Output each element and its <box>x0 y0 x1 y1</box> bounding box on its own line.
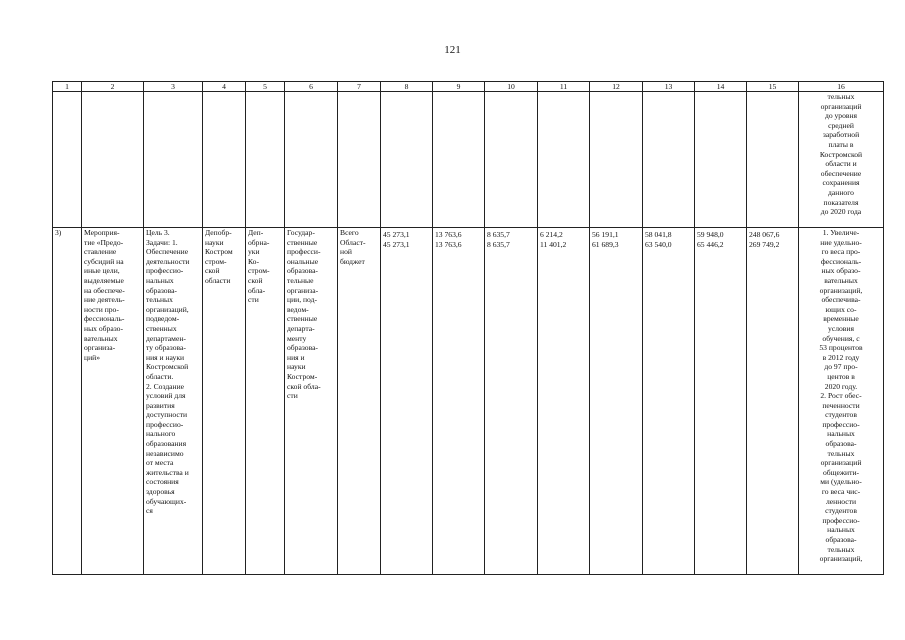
text-line: состояния <box>146 477 179 487</box>
text-line: печенности <box>822 400 860 410</box>
text-line: Депобр- <box>205 228 232 237</box>
text-line: ской <box>205 266 220 276</box>
text-line: ние деятель- <box>84 295 125 305</box>
text-line: ведом- <box>287 304 309 314</box>
text-line: области <box>205 275 231 285</box>
column-number: 11 <box>538 82 590 92</box>
text-line: ся <box>146 506 153 516</box>
participants-cell <box>285 228 338 575</box>
text-line: тельные <box>287 275 314 285</box>
table-cell <box>747 92 799 228</box>
text-line: обрна- <box>248 237 270 247</box>
text-line: ций» <box>84 352 100 362</box>
column-number: 15 <box>747 82 799 92</box>
text-line: Государ- <box>287 228 315 237</box>
column-number: 5 <box>246 82 285 92</box>
text-line: ми (удельно- <box>820 477 862 487</box>
funding-value: 56 191,1 <box>592 230 619 239</box>
funding-value: 63 540,0 <box>645 239 672 249</box>
text-line: ности про- <box>84 304 119 314</box>
funding-value-cell <box>590 228 643 575</box>
text-line: нальных <box>827 429 855 439</box>
text-line: 2. Создание <box>146 381 185 391</box>
column-number: 4 <box>203 82 246 92</box>
column-number: 10 <box>485 82 538 92</box>
text-line: ту образова- <box>146 343 186 353</box>
text-line: жительства и <box>146 467 189 477</box>
table-cell <box>433 92 485 228</box>
table-cell <box>590 92 643 228</box>
text-line: Костром <box>205 247 233 257</box>
text-line: Задачи: 1. <box>146 237 178 247</box>
text-line: Костромской <box>146 362 189 372</box>
funding-value: 8 635,7 <box>487 230 510 239</box>
text-line: ющих со- <box>825 304 857 314</box>
text-line: образова- <box>825 439 857 449</box>
text-line: уки <box>248 247 260 257</box>
column-number-row <box>53 82 884 92</box>
text-line: тельных <box>146 295 173 305</box>
text-line: Цель 3. <box>146 228 170 237</box>
text-line: субсидий на <box>84 256 124 266</box>
column-number: 12 <box>590 82 643 92</box>
text-line: здоровья <box>146 487 175 497</box>
column-number: 7 <box>338 82 381 92</box>
text-line: общежити- <box>822 467 860 477</box>
program-table <box>52 81 884 575</box>
text-line: ставление <box>84 247 117 257</box>
table-cell <box>485 92 538 228</box>
text-line: нального <box>146 429 176 439</box>
text-line: в 2012 году <box>822 352 860 362</box>
text-line: тельных <box>827 448 855 458</box>
column-number: 8 <box>381 82 433 92</box>
column-number: 3 <box>144 82 203 92</box>
text-line: заработной <box>822 130 860 140</box>
text-line: департа- <box>287 323 315 333</box>
text-line: ных образо- <box>84 323 123 333</box>
funding-value: 269 749,2 <box>749 239 780 249</box>
text-line: бюджет <box>340 256 365 266</box>
text-line: 53 процентов <box>819 343 863 353</box>
text-line: образова- <box>825 535 857 544</box>
funding-value: 11 401,2 <box>540 239 567 249</box>
text-line: Мероприя- <box>84 228 120 237</box>
column-number: 16 <box>799 82 884 92</box>
text-line: обеспечение <box>820 168 862 178</box>
text-line: до 2020 года <box>820 207 862 217</box>
funding-value: 45 273,1 <box>383 239 410 249</box>
text-line: образова- <box>146 285 177 295</box>
funding-value-cell <box>485 228 538 575</box>
column-number: 14 <box>695 82 747 92</box>
funding-value-cell <box>643 228 695 575</box>
text-line: 2020 году. <box>824 381 858 391</box>
funding-value: 13 763,6 <box>435 230 462 239</box>
text-line: ленности <box>825 496 857 506</box>
funding-value: 45 273,1 <box>383 230 410 239</box>
text-line: образова- <box>287 266 318 276</box>
text-line: организаций, <box>819 285 863 295</box>
measure-name-cell <box>82 228 144 575</box>
text-line: ской обла- <box>287 381 321 391</box>
column-number: 6 <box>285 82 338 92</box>
text-line: нальных <box>827 525 855 535</box>
text-line: независимо <box>146 448 184 458</box>
funding-value-cell <box>695 228 747 575</box>
text-line: ной <box>340 247 352 257</box>
text-line: от места <box>146 458 174 468</box>
text-line: менту <box>287 333 307 343</box>
text-line: ской <box>248 275 263 285</box>
table-cell <box>203 92 246 228</box>
text-line: ния и <box>287 352 305 362</box>
table-cell <box>643 92 695 228</box>
result-indicator-cell <box>799 228 884 575</box>
responsible-executor-cell <box>203 228 246 575</box>
text-line: стром- <box>248 266 270 276</box>
funding-value: 58 041,8 <box>645 230 672 239</box>
text-line: департамен- <box>146 333 186 343</box>
column-number: 9 <box>433 82 485 92</box>
text-line: фессиональ- <box>84 314 125 324</box>
text-line: Деп- <box>248 228 264 237</box>
text-line: ственные <box>287 237 318 247</box>
text-line: ственных <box>146 323 177 333</box>
text-line: ственные <box>287 314 318 324</box>
funding-value-cell <box>433 228 485 575</box>
text-line: 2. Рост обес- <box>820 391 862 401</box>
text-line: профессио- <box>146 266 184 276</box>
text-line: Обеспечение <box>146 247 189 257</box>
funding-value: 61 689,3 <box>592 239 619 249</box>
text-line: Костром- <box>287 371 318 381</box>
text-line: студентов <box>825 410 857 420</box>
text-line: ных образо- <box>821 266 861 276</box>
column-number: 1 <box>53 82 82 92</box>
text-line: ния и науки <box>146 352 185 362</box>
text-line: 1. Увеличе- <box>822 228 860 237</box>
funding-total-cell <box>747 228 799 575</box>
text-line: Костромской <box>819 149 863 159</box>
text-line: профессио- <box>146 419 184 429</box>
text-line: средней <box>828 120 854 130</box>
text-line: временные <box>823 314 859 324</box>
funding-source-cell <box>338 228 381 575</box>
text-line: показателя <box>823 197 859 207</box>
text-line: го веса чис- <box>821 487 861 497</box>
text-line: студентов <box>825 506 857 516</box>
text-line: организа- <box>84 343 116 353</box>
column-number: 13 <box>643 82 695 92</box>
text-line: доступности <box>146 410 188 420</box>
text-line: сохранения <box>822 178 860 188</box>
text-line: деятельности <box>146 256 190 266</box>
table-cell <box>381 92 433 228</box>
table-cell <box>285 92 338 228</box>
text-line: центов в <box>827 371 855 381</box>
text-line: обеспечива- <box>821 295 861 305</box>
table-row-measure-3 <box>53 228 884 575</box>
text-line: организаций, <box>146 304 189 314</box>
goal-tasks-cell <box>144 228 203 575</box>
text-line: до 97 про- <box>824 362 858 372</box>
funding-value: 8 635,7 <box>487 239 510 249</box>
text-line: до уровня <box>824 111 858 121</box>
table-cell <box>144 92 203 228</box>
text-line: иные цели, <box>84 266 120 276</box>
text-line: сти <box>248 295 259 305</box>
text-line: подведом- <box>146 314 180 324</box>
funding-value-cell <box>381 228 433 575</box>
text-line: организаций <box>820 458 862 468</box>
text-line: области и <box>825 159 857 169</box>
text-line: условия <box>828 323 854 333</box>
text-line: Всего <box>340 228 359 237</box>
text-line: организа- <box>287 285 319 295</box>
text-line: го веса про- <box>821 247 861 257</box>
coordinator-cell <box>246 228 285 575</box>
text-line: Ко- <box>248 256 260 266</box>
funding-value: 13 763,6 <box>435 239 462 249</box>
column-number: 2 <box>82 82 144 92</box>
text-line: образова- <box>287 343 318 353</box>
page-number: 121 <box>444 44 461 56</box>
funding-value: 248 067,6 <box>749 230 780 239</box>
table-cell <box>338 92 381 228</box>
text-line: Област- <box>340 237 366 247</box>
text-line: обла- <box>248 285 266 295</box>
text-line: вательных <box>824 275 858 285</box>
table-cell <box>53 92 82 228</box>
table-cell <box>82 92 144 228</box>
funding-value: 6 214,2 <box>540 230 563 239</box>
text-line: стром- <box>205 256 227 266</box>
text-line: тельных <box>827 92 855 101</box>
result-indicator-cell <box>799 92 884 228</box>
funding-value: 65 446,2 <box>697 239 724 249</box>
text-line: организаций <box>820 101 862 111</box>
funding-value: 59 948,0 <box>697 230 724 239</box>
text-line: условий для <box>146 391 186 401</box>
text-line: сти <box>287 391 298 401</box>
text-line: образования <box>146 439 187 449</box>
table-row-continued <box>53 92 884 228</box>
text-line: вательных <box>84 333 118 343</box>
text-line: области. <box>146 371 174 381</box>
text-line: ональные <box>287 256 319 266</box>
funding-value-cell <box>538 228 590 575</box>
text-line: на обеспече- <box>84 285 125 295</box>
text-line: ции, под- <box>287 295 318 305</box>
text-line: профессио- <box>822 515 860 525</box>
table-cell <box>246 92 285 228</box>
text-line: нальных <box>146 275 174 285</box>
text-line: науки <box>205 237 224 247</box>
text-line: данного <box>828 187 854 197</box>
text-line: професси- <box>287 247 321 257</box>
table-cell <box>695 92 747 228</box>
text-line: развития <box>146 400 175 410</box>
text-line: обучающих- <box>146 496 187 506</box>
text-line: выделяемые <box>84 275 124 285</box>
text-line: платы в <box>828 139 854 149</box>
text-line: ние удельно- <box>820 237 862 247</box>
row-number: 3) <box>53 228 82 575</box>
table-cell <box>538 92 590 228</box>
text-line: обучения, с <box>822 333 860 343</box>
text-line: профессио- <box>822 419 860 429</box>
text-line: науки <box>287 362 306 372</box>
text-line: тие «Предо- <box>84 237 124 247</box>
text-line: фессиональ- <box>820 256 862 266</box>
text-line: организаций, <box>819 554 863 564</box>
text-line: тельных <box>827 544 855 554</box>
